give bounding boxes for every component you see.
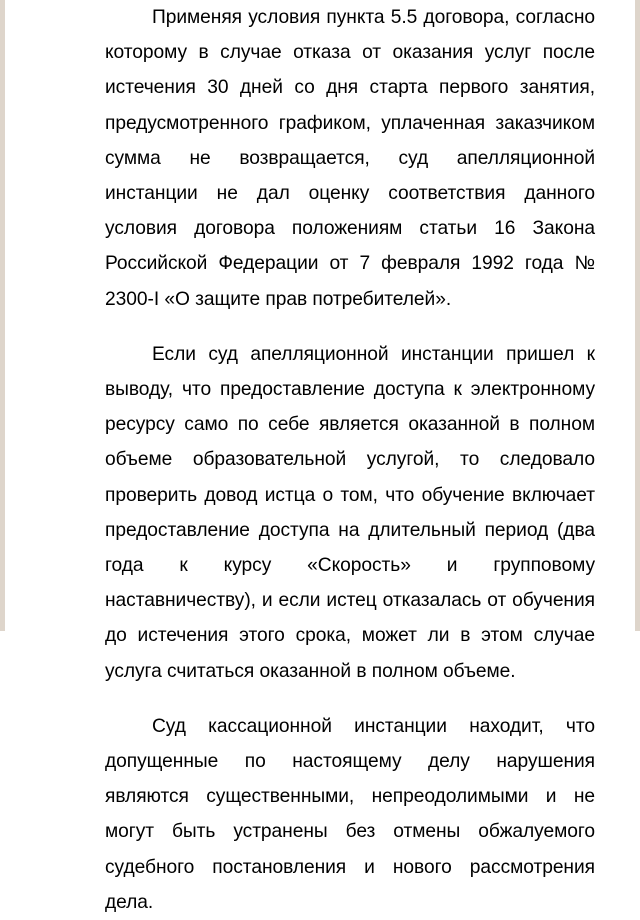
paragraph-1: Применяя условия пункта 5.5 договора, согласно которому в случае отказа от оказания услуг после истечения 30 дней со дня старта первого занятия, предусмотренного графиком, уплаченная заказчиком сумма не возвращается, суд апелляционной инстанции не дал оценку соответствия данного условия договора положениям статьи 16 Закона Российской Федерации от 7 февраля 1992 года № 2300-I «О защите прав потребителей». — [105, 7, 595, 310]
page-right-margin-strip — [635, 0, 640, 631]
page-left-margin-strip — [0, 0, 5, 631]
paragraph-3: Суд кассационной инстанции находит, что допущенные по настоящему делу нарушения являются существенными, непреодолимыми и не могут быть устранены без отмены обжалуемого судебного постановления и нового рассмотрения дела. — [105, 715, 595, 913]
document-text-body — [105, 0, 595, 913]
paragraph-2: Если суд апелляционной инстанции пришел к выводу, что предоставление доступа к электронному ресурсу само по себе является оказанной в полном объеме образовательной услугой, то следовало проверить довод истца о том, что обучение включает предоставление доступа на длительный период (два года к курсу «Скорость» и групповому наставничеству), и если истец отказалась от обучения до истечения этого срока, может ли в этом случае услуга считаться оказанной в полном объеме. — [105, 343, 595, 682]
